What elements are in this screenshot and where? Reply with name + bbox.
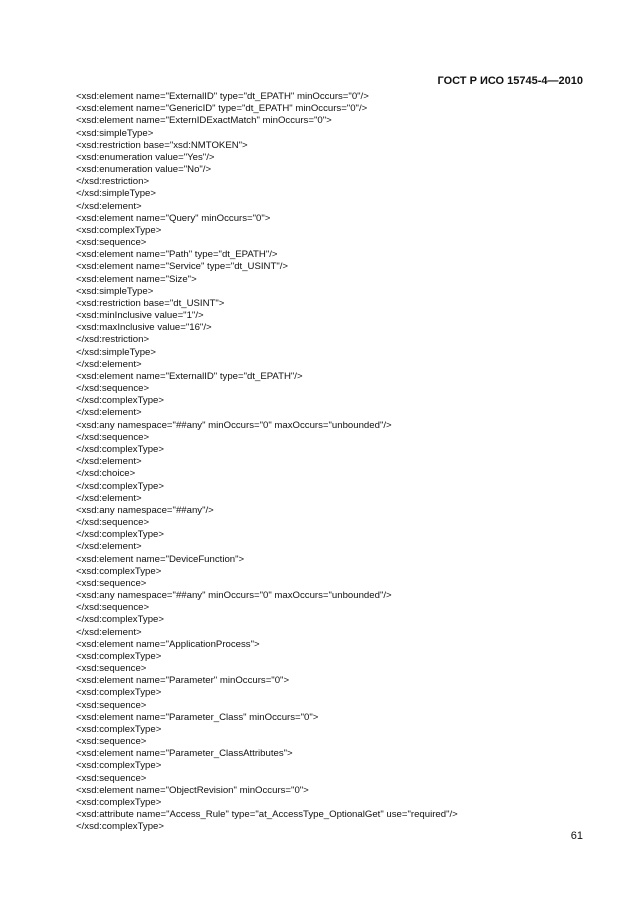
code-line: </xsd:complexType>	[76, 443, 164, 455]
code-line: <xsd:element name="GenericID" type="dt_EPATH" minOccurs="0"/>	[76, 103, 368, 115]
code-line: </xsd:element>	[76, 492, 142, 504]
code-line: </xsd:sequence>	[76, 602, 150, 614]
code-line: </xsd:sequence>	[76, 383, 150, 395]
code-line: <xsd:element name="Parameter" minOccurs="0">	[76, 675, 290, 687]
code-line: </xsd:element>	[76, 626, 142, 638]
code-line: <xsd:sequence>	[76, 237, 147, 249]
code-line: <xsd:element name="Size">	[76, 273, 197, 285]
code-line: <xsd:maxInclusive value="16"/>	[76, 322, 212, 334]
code-line: <xsd:sequence>	[76, 577, 147, 589]
code-line: </xsd:element>	[76, 358, 142, 370]
code-line: <xsd:element name="Query" minOccurs="0">	[76, 212, 271, 224]
code-line: </xsd:complexType>	[76, 480, 164, 492]
code-line: </xsd:sequence>	[76, 431, 150, 443]
page-number: 61	[570, 830, 583, 842]
code-line: <xsd:element name="ExternalID" type="dt_EPATH"/>	[76, 370, 303, 382]
code-line: <xsd:element name="ApplicationProcess">	[76, 638, 260, 650]
code-line: <xsd:element name="Parameter_Class" minOccurs="0">	[76, 711, 319, 723]
code-line: <xsd:element name="Parameter_ClassAttributes">	[76, 748, 293, 760]
code-line: <xsd:enumeration value="Yes"/>	[76, 151, 215, 163]
code-line: <xsd:element name="Path" type="dt_EPATH"/>	[76, 249, 278, 261]
code-line: <xsd:complexType>	[76, 723, 162, 735]
code-line: </xsd:simpleType>	[76, 346, 156, 358]
code-line: <xsd:sequence>	[76, 736, 147, 748]
code-line: </xsd:element>	[76, 541, 142, 553]
code-line: </xsd:element>	[76, 407, 142, 419]
code-line: <xsd:simpleType>	[76, 127, 154, 139]
code-line: <xsd:restriction base="xsd:NMTOKEN">	[76, 139, 248, 151]
code-line: <xsd:any namespace="##any"/>	[76, 504, 214, 516]
code-line: <xsd:element name="ExternIDExactMatch" minOccurs="0">	[76, 115, 332, 127]
code-line: <xsd:sequence>	[76, 663, 147, 675]
code-line: <xsd:complexType>	[76, 760, 162, 772]
xsd-code-listing	[76, 91, 458, 833]
code-line: <xsd:any namespace="##any" minOccurs="0" maxOccurs="unbounded"/>	[76, 590, 392, 602]
code-line: <xsd:sequence>	[76, 772, 147, 784]
code-line: </xsd:restriction>	[76, 334, 150, 346]
code-line: <xsd:complexType>	[76, 650, 162, 662]
code-line: <xsd:element name="DeviceFunction">	[76, 553, 245, 565]
code-line: <xsd:enumeration value="No"/>	[76, 164, 212, 176]
code-line: </xsd:complexType>	[76, 821, 164, 833]
code-line: <xsd:element name="ObjectRevision" minOccurs="0">	[76, 784, 309, 796]
code-line: </xsd:complexType>	[76, 614, 164, 626]
code-line: <xsd:complexType>	[76, 687, 162, 699]
code-line: <xsd:minInclusive value="1"/>	[76, 310, 204, 322]
code-line: <xsd:element name="Service" type="dt_USINT"/>	[76, 261, 288, 273]
document-header: ГОСТ Р ИСО 15745-4—2010	[437, 75, 583, 87]
code-line: </xsd:complexType>	[76, 529, 164, 541]
code-line: <xsd:simpleType>	[76, 285, 154, 297]
code-line: </xsd:sequence>	[76, 517, 150, 529]
code-line: </xsd:simpleType>	[76, 188, 156, 200]
code-line: <xsd:complexType>	[76, 565, 162, 577]
code-line: <xsd:sequence>	[76, 699, 147, 711]
code-line: </xsd:element>	[76, 456, 142, 468]
code-line: <xsd:attribute name="Access_Rule" type="at_AccessType_OptionalGet" use="required"/>	[76, 809, 458, 821]
code-line: <xsd:complexType>	[76, 796, 162, 808]
code-line: <xsd:restriction base="dt_USINT">	[76, 297, 225, 309]
code-line: </xsd:complexType>	[76, 395, 164, 407]
code-line: </xsd:restriction>	[76, 176, 150, 188]
code-line: <xsd:element name="ExternalID" type="dt_EPATH" minOccurs="0"/>	[76, 91, 369, 102]
code-line: <xsd:any namespace="##any" minOccurs="0" maxOccurs="unbounded"/>	[76, 419, 392, 431]
code-line: </xsd:choice>	[76, 468, 136, 480]
code-line: </xsd:element>	[76, 200, 142, 212]
code-line: <xsd:complexType>	[76, 224, 162, 236]
